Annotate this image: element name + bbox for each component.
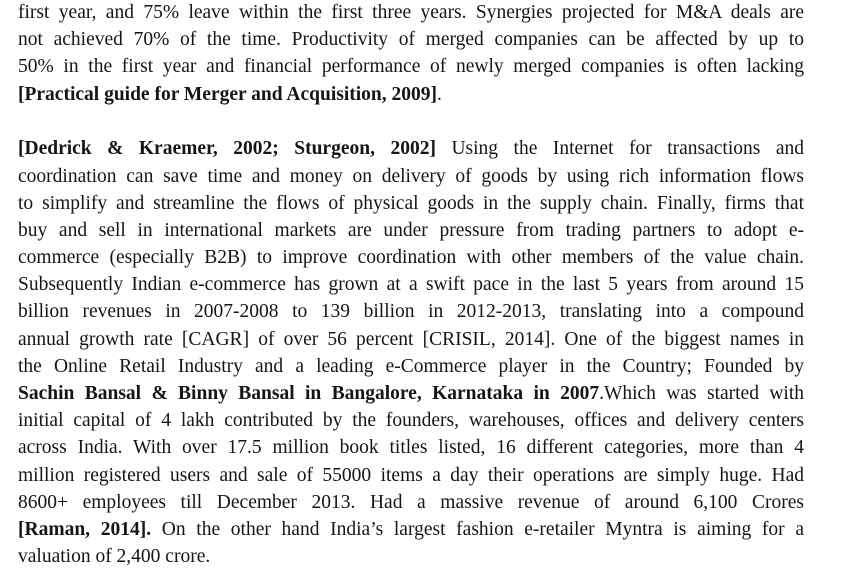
text-line: commerce (especially B2B) to improve coordination with other members of the value chain. (18, 247, 804, 269)
text-line: across India. With over 17.5 million book titles listed, 16 different categories, more than 4 (18, 437, 804, 459)
paragraph-mergers (18, 0, 804, 108)
text-line: Subsequently Indian e-commerce has grown at a swift pace in the last 5 years from around 15 (18, 274, 804, 296)
text-line: million registered users and sale of 55000 items a day their operations are simply huge. Had (18, 464, 804, 486)
citation: [Dedrick & Kraemer, 2002; Sturgeon, 2002] (18, 138, 436, 160)
text-line: to simplify and streamline the flows of physical goods in the supply chain. Finally, firms that (18, 192, 804, 214)
text-line: first year, and 75% leave within the first three years. Synergies projected for M&A deals are (18, 2, 804, 23)
text-line: coordination can save time and money on delivery of goods by using rich information flows (18, 165, 804, 187)
text-line: valuation of 2,400 crore. (18, 546, 211, 568)
document-page (18, 0, 804, 570)
citation-tail: . (437, 83, 442, 105)
text-line: billion revenues in 2007-2008 to 139 billion in 2012-2013, translating into a compound (18, 301, 804, 323)
paragraph-ecommerce (18, 135, 804, 570)
text-line: 8600+ employees till December 2013. Had a massive revenue of around 6,100 Crores (18, 491, 804, 513)
founders-bold: Sachin Bansal & Binny Bansal in Bangalore, Karnataka in 2007 (18, 383, 600, 405)
citation: [Practical guide for Merger and Acquisition, 2009] (18, 83, 438, 105)
text-line: initial capital of 4 lakh contributed by the founders, warehouses, offices and delivery centers (18, 410, 804, 432)
text-span: On the other hand India’s largest fashion e-retailer Myntra is aiming for a (151, 518, 804, 540)
text-line (18, 135, 804, 162)
text-line: not achieved 70% of the time. Productivity of merged companies can be affected by up to (18, 29, 804, 51)
text-line (18, 380, 804, 407)
text-line: 50% in the first year and financial performance of newly merged companies is often lacking (18, 56, 804, 78)
paragraph-gap (18, 108, 804, 136)
text-line (18, 516, 804, 543)
text-line: buy and sell in international markets are under pressure from trading partners to adopt e- (18, 219, 804, 241)
text-line: the Online Retail Industry and a leading e-Commerce player in the Country; Founded by (18, 355, 804, 377)
text-span: .Which was started with (599, 383, 804, 405)
text-line: annual growth rate [CAGR] of over 56 percent [CRISIL, 2014]. One of the biggest names in (18, 328, 804, 350)
text-line (18, 81, 804, 108)
citation: [Raman, 2014]. (18, 518, 152, 540)
text-span: Using the Internet for transactions and (435, 138, 805, 160)
